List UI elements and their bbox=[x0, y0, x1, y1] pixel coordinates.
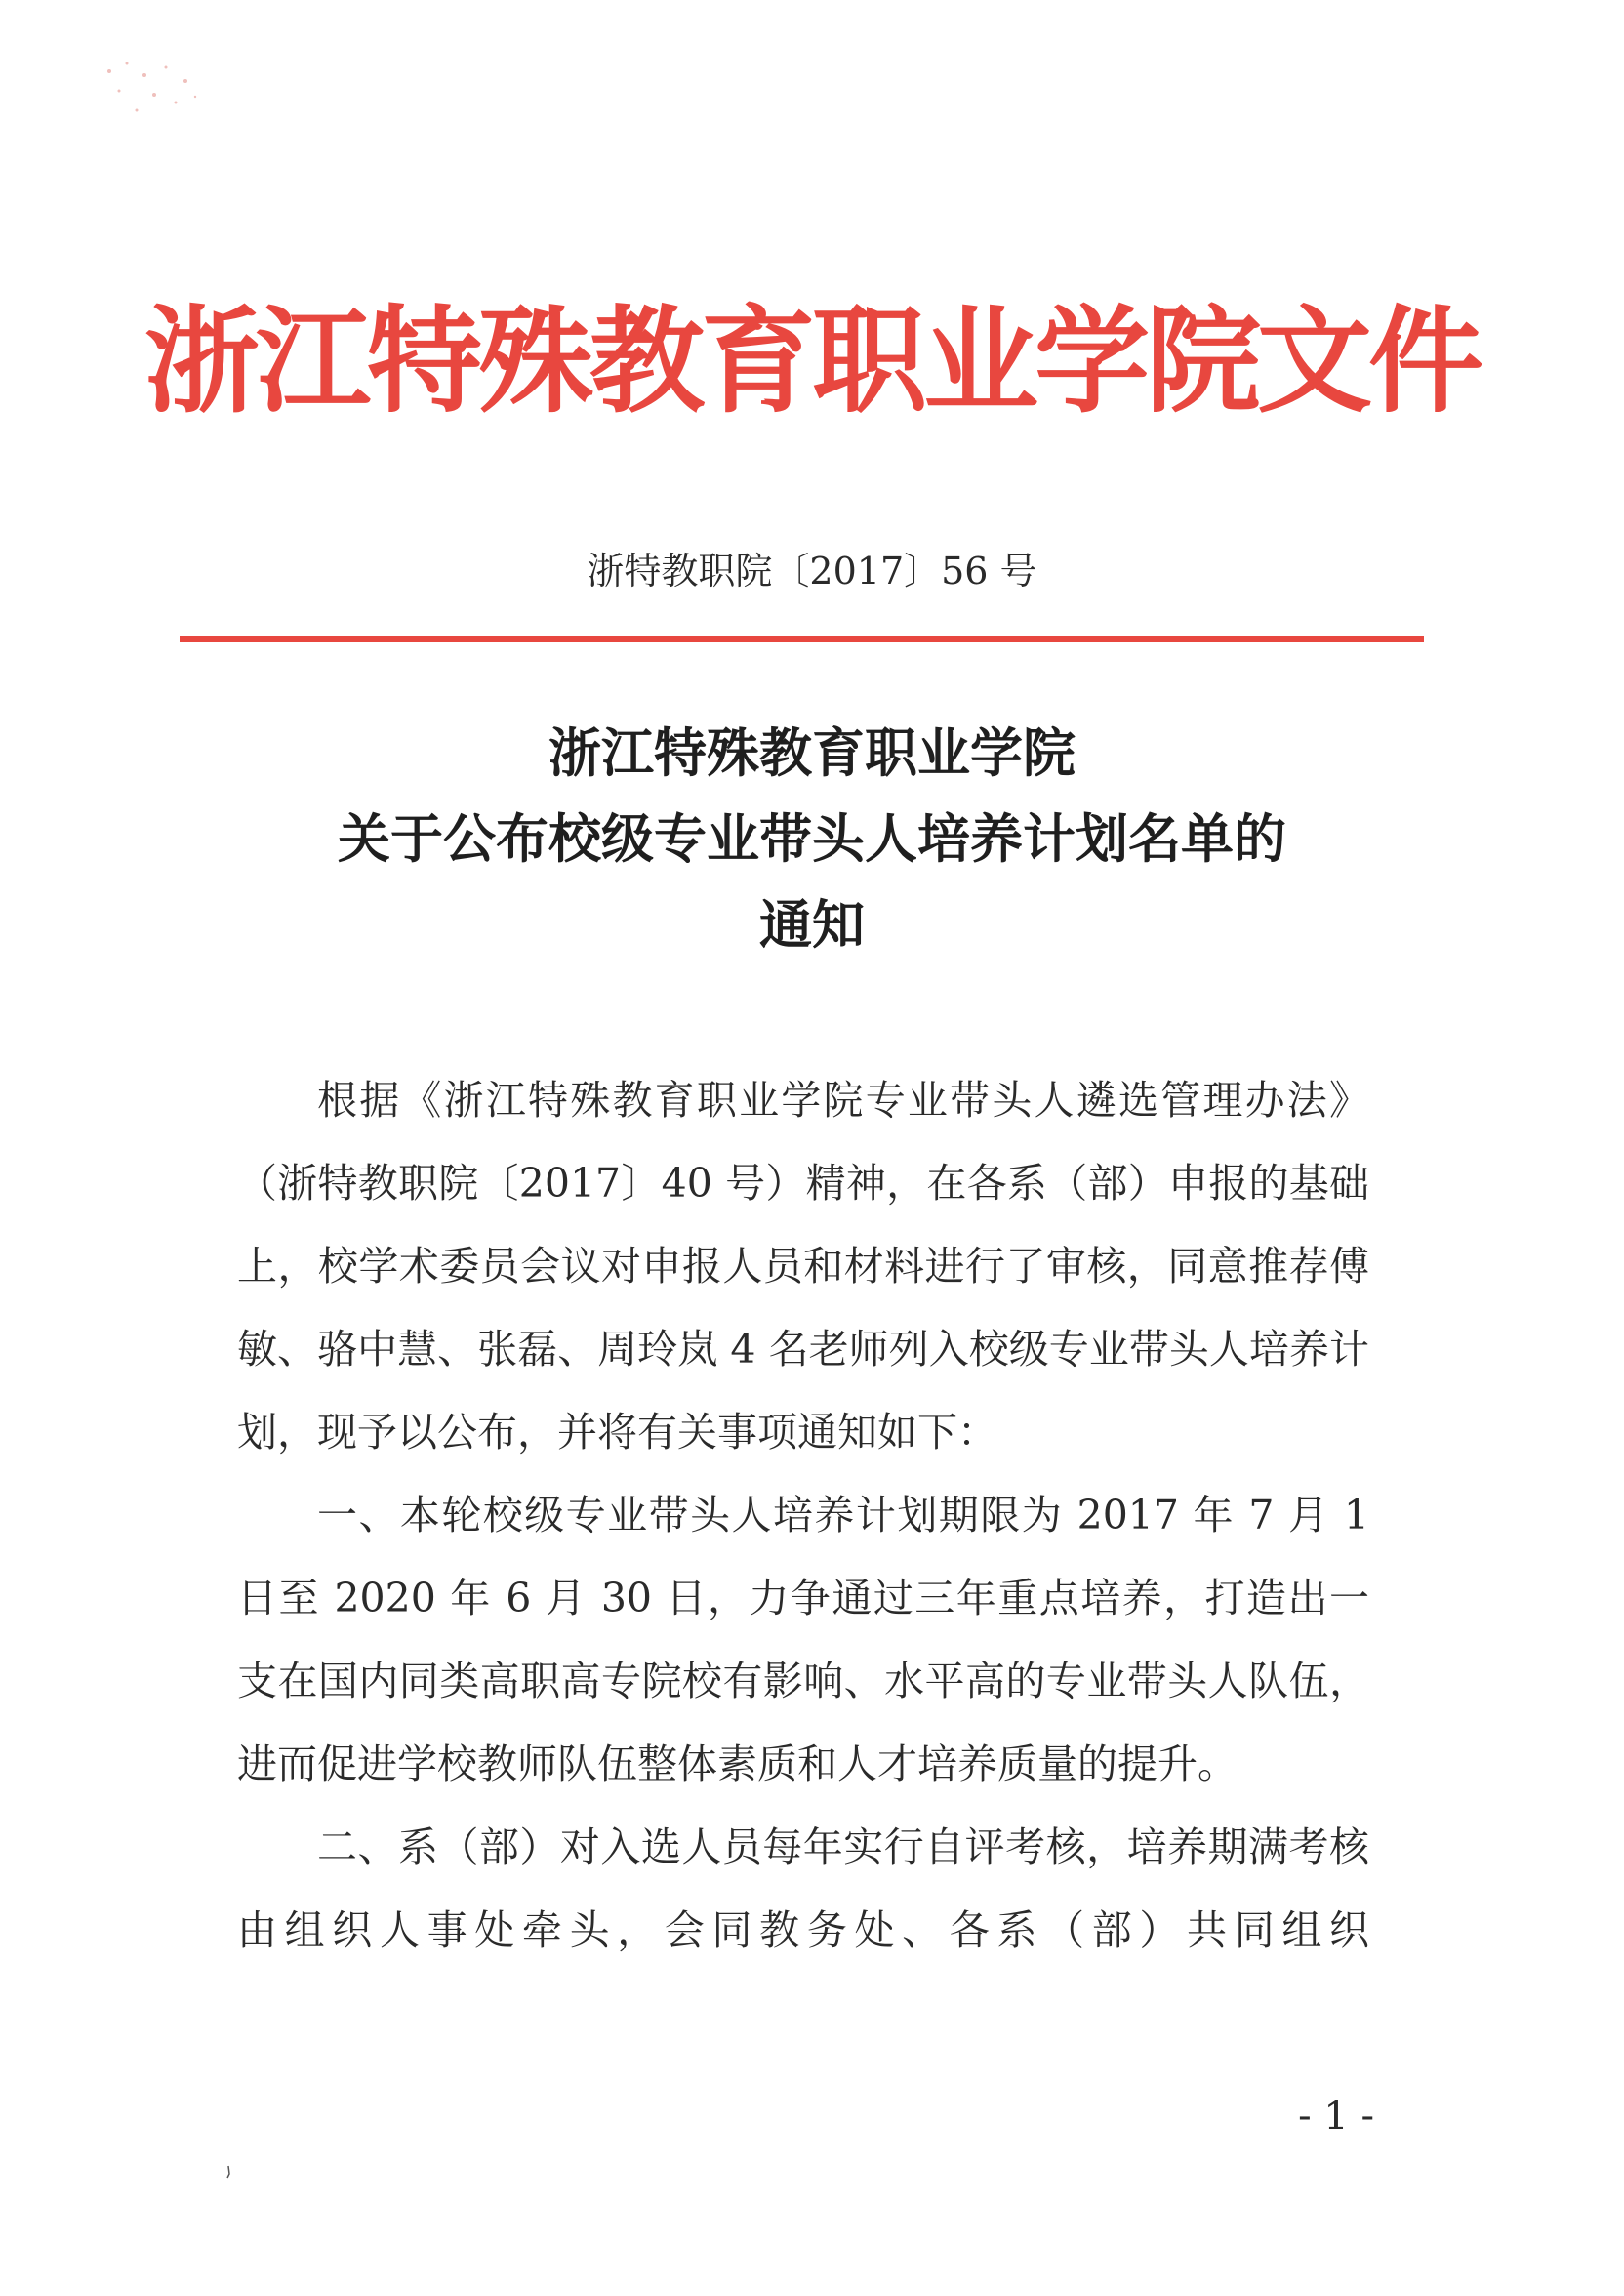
notice-title bbox=[0, 711, 1624, 968]
notice-body bbox=[237, 1059, 1369, 1972]
body-paragraph-1: 根据《浙江特殊教育职业学院专业带头人遴选管理办法》（浙特教职院〔2017〕40 号）精神，在各系（部）申报的基础上，校学术委员会议对申报人员和材料进行了审核，同意推荐傅敏、骆中慧、张磊、周玲岚 4 名老师列入校级专业带头人培养计划，现予以公布，并将有关事项通知如下： bbox=[237, 1077, 1369, 1456]
document-header-title: 浙江特殊教育职业学院文件 bbox=[143, 293, 1480, 429]
body-paragraph-3: 二、系（部）对入选人员每年实行自评考核，培养期满考核由组织人事处牵头，会同教务处、各系（部）共同组织 bbox=[237, 1824, 1369, 1953]
header-red-rule bbox=[180, 636, 1424, 642]
page-number: - 1 - bbox=[1298, 2094, 1374, 2139]
body-paragraph-2: 一、本轮校级专业带头人培养计划期限为 2017 年 7 月 1 日至 2020 年 6 月 30 日，力争通过三年重点培养，打造出一支在国内同类高职高专院校有影响、水平高的专业带头人队伍，进而促进学校教师队伍整体素质和人才培养质量的提升。 bbox=[237, 1492, 1369, 1787]
document-number: 浙特教职院〔2017〕56 号 bbox=[587, 550, 1037, 593]
stamp-residue-mark bbox=[98, 54, 205, 122]
notice-title-line-3: 通知 bbox=[759, 894, 865, 956]
notice-title-line-2: 关于公布校级专业带头人培养计划名单的 bbox=[338, 808, 1286, 870]
scan-speck bbox=[224, 2165, 232, 2179]
notice-title-line-1: 浙江特殊教育职业学院 bbox=[548, 722, 1076, 784]
